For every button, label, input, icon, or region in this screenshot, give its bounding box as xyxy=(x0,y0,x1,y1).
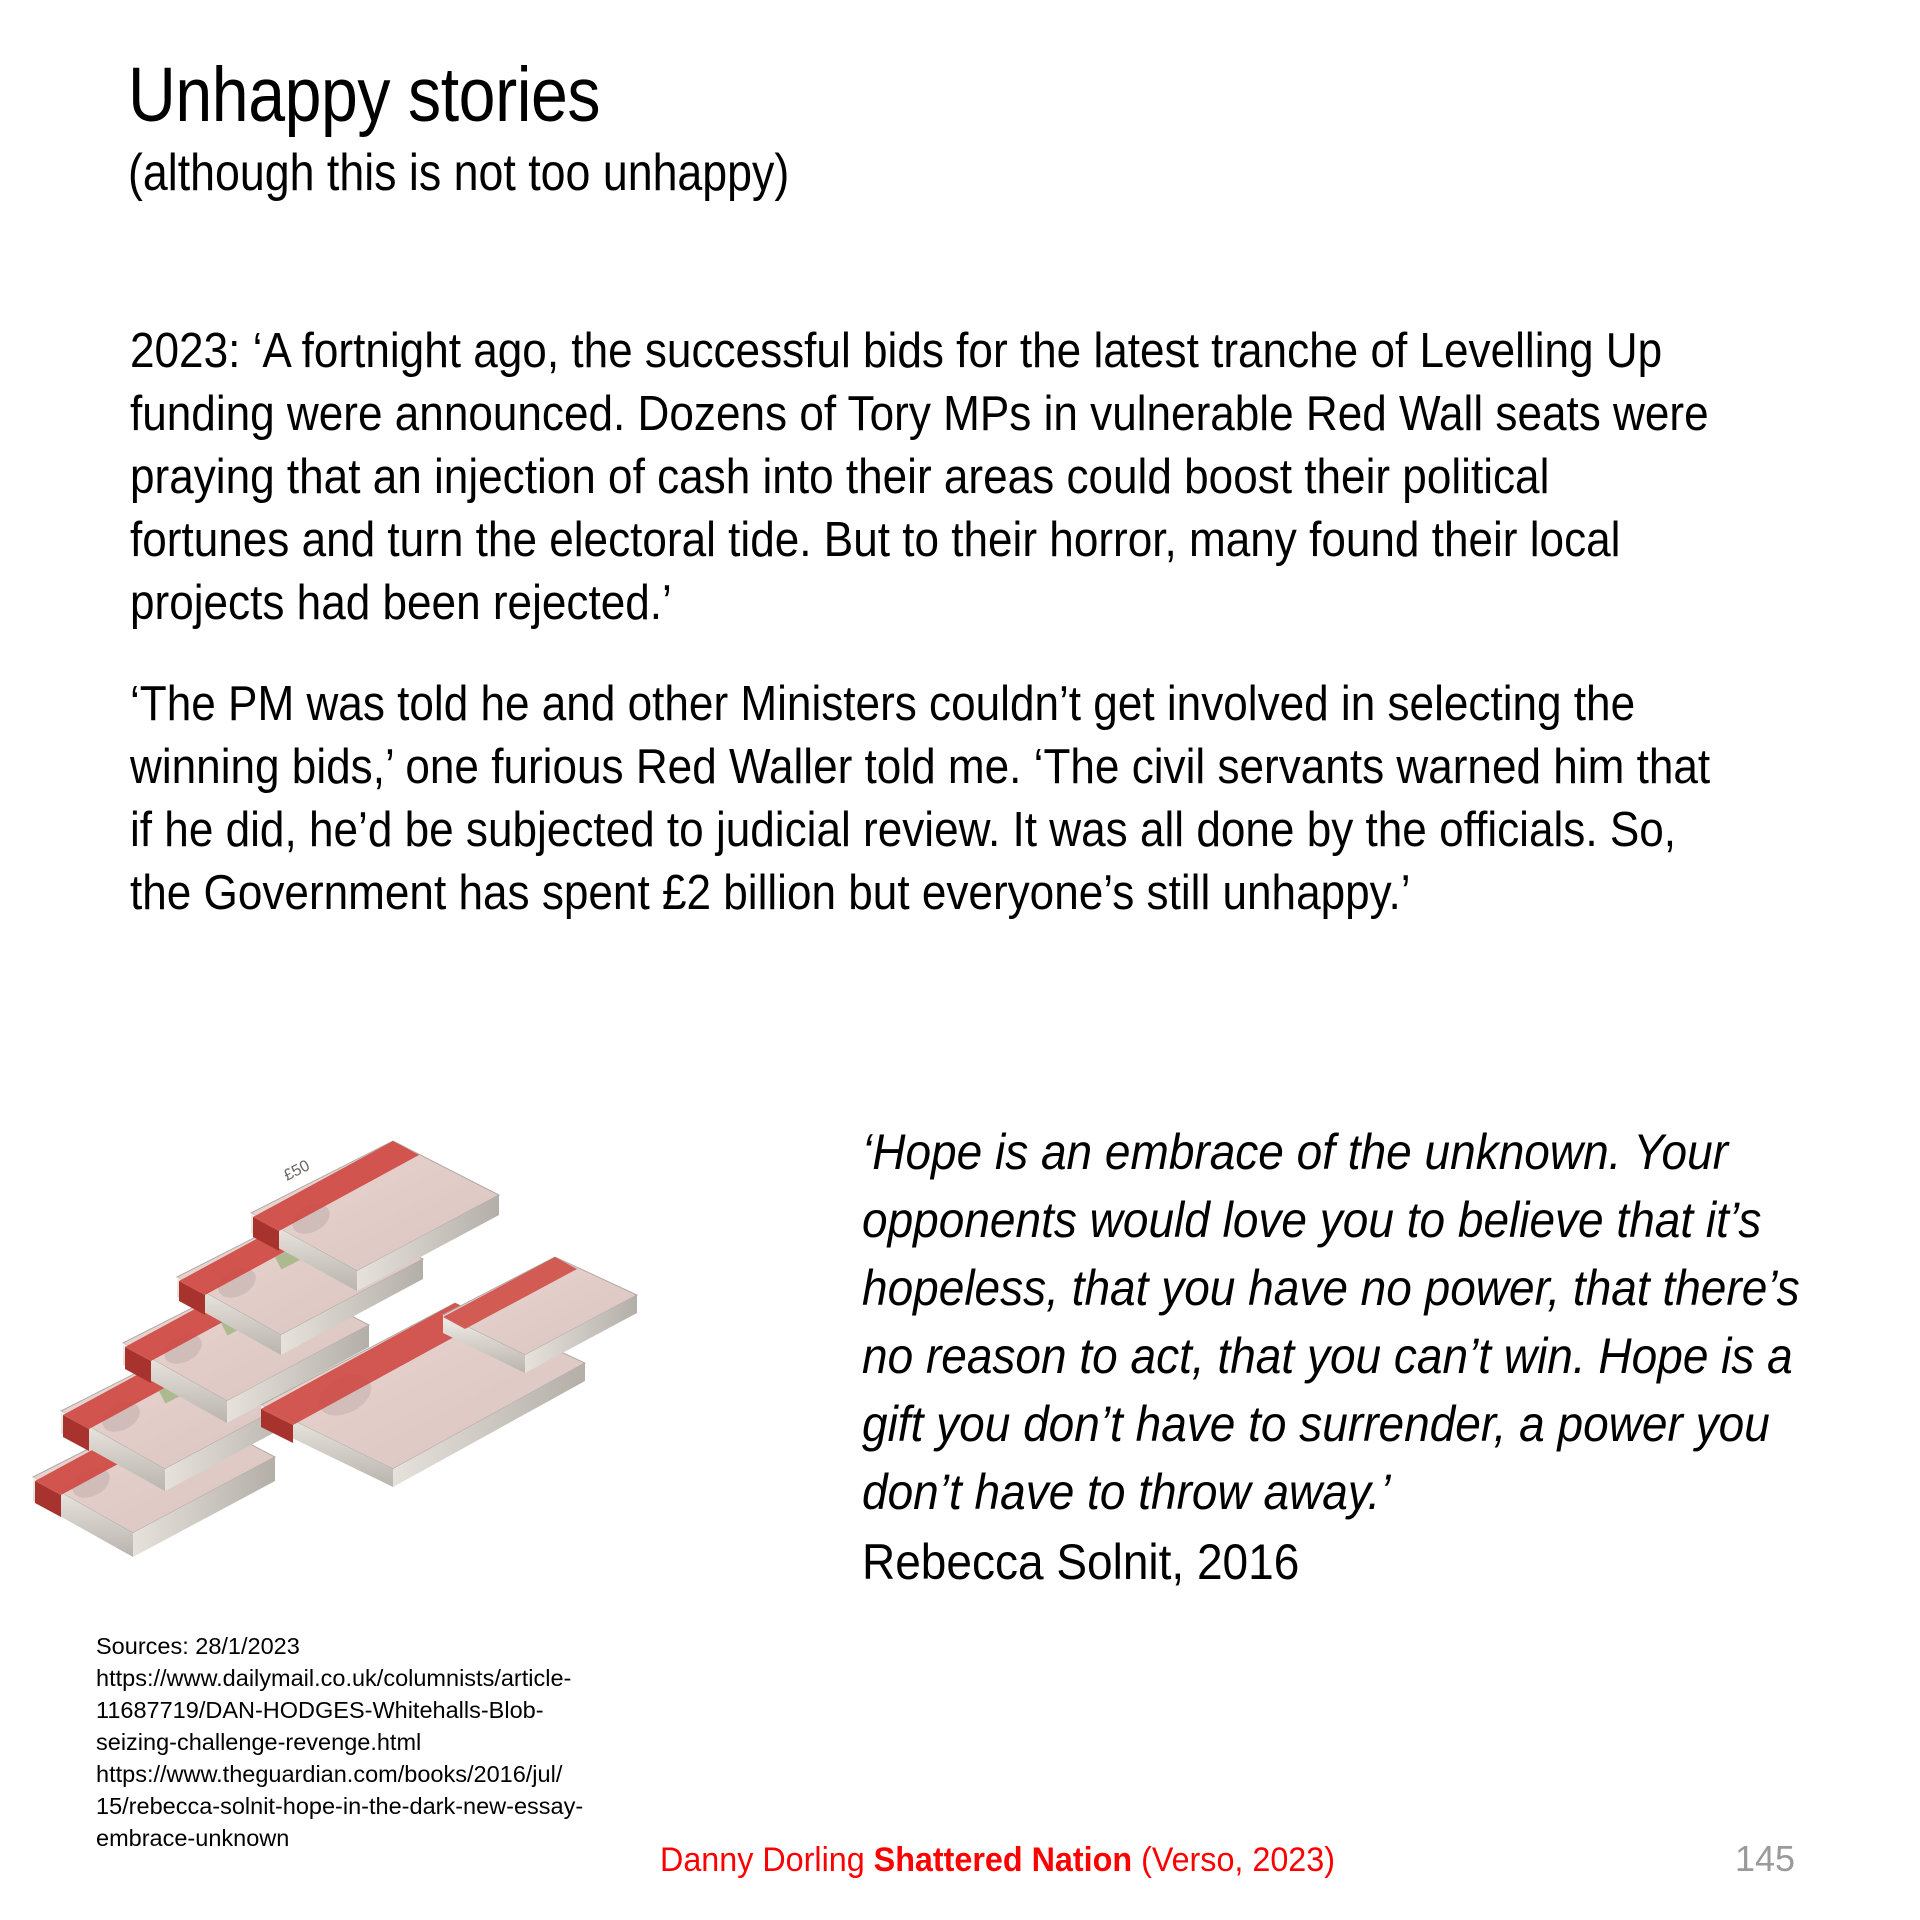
quote-block xyxy=(862,1118,1812,1596)
body-paragraph-2: ‘The PM was told he and other Ministers couldn’t get involved in selecting the winning bids,’ one furious Red Waller told me. ‘The civil servants warned him that if he did, he’d be subjected to judicial review. It was all done by the officials. So, the Government has spent £2 billion but everyone’s still unhappy.’ xyxy=(130,677,1711,920)
title-block xyxy=(128,52,1788,202)
banknote-denomination-label: £50 xyxy=(281,1157,313,1185)
quote-attribution: Rebecca Solnit, 2016 xyxy=(862,1534,1300,1590)
footer-book-title: Shattered Nation xyxy=(873,1841,1133,1879)
body-text-container xyxy=(130,320,1810,963)
sources-line-1: Sources: 28/1/2023 xyxy=(96,1633,300,1659)
page-subtitle: (although this is not too unhappy) xyxy=(128,143,790,202)
sources-line-3[interactable]: 11687719/DAN-HODGES-Whitehalls-Blob- xyxy=(96,1697,544,1723)
footer-publisher: (Verso, 2023) xyxy=(1132,1841,1335,1879)
footer-author: Danny Dorling xyxy=(660,1841,874,1879)
sources-line-2[interactable]: https://www.dailymail.co.uk/columnists/article- xyxy=(96,1665,572,1691)
banknote-stacks-image xyxy=(25,1105,665,1605)
page-title: Unhappy stories xyxy=(128,52,601,138)
sources-line-4[interactable]: seizing-challenge-revenge.html xyxy=(96,1729,422,1755)
sources-line-5[interactable]: https://www.theguardian.com/books/2016/jul/ xyxy=(96,1761,563,1787)
sources-block xyxy=(96,1630,716,1854)
sources-line-6[interactable]: 15/rebecca-solnit-hope-in-the-dark-new-essay- xyxy=(96,1793,584,1819)
quote-text: ‘Hope is an embrace of the unknown. Your opponents would love you to believe that it’s hopeless, that you have no power, that there’s no reason to act, that you can’t win. Hope is a gift you don’t have to surrender, a power you don’t have to throw away.’ xyxy=(862,1124,1800,1520)
page-number: 145 xyxy=(1735,1838,1796,1879)
body-paragraph-1: 2023: ‘A fortnight ago, the successful bids for the latest tranche of Levelling Up funding were announced. Dozens of Tory MPs in vulnerable Red Wall seats were praying that an injection of cash into their areas could boost their political fortunes and turn the electoral tide. But to their horror, many found their local projects had been rejected.’ xyxy=(130,324,1709,630)
sources-line-7[interactable]: embrace-unknown xyxy=(96,1825,290,1851)
footer-credit xyxy=(660,1843,1335,1877)
